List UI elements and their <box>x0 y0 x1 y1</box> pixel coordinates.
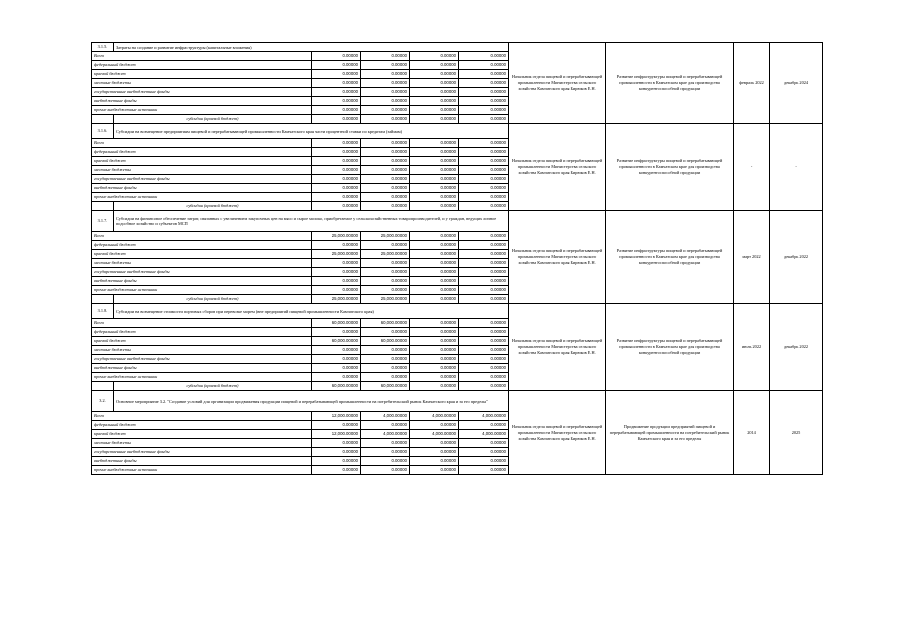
funding-amount: 25,000.00000 <box>361 250 410 259</box>
funding-amount: 0.00000 <box>410 232 459 241</box>
funding-amount: 0.00000 <box>459 202 509 211</box>
funding-source-label: местные бюджеты <box>92 346 312 355</box>
implementation-start: июль 2022 <box>734 304 770 391</box>
expected-result: Развитие инфраструктуры пищевой и перерабатывающей промышленности в Камчатском крае для производства конкурентоспособной продукции <box>606 43 734 124</box>
funding-amount: 0.00000 <box>410 157 459 166</box>
funding-amount: 0.00000 <box>459 166 509 175</box>
section-header-row <box>92 43 823 52</box>
funding-source-label: прочие внебюджетные источники <box>92 373 312 382</box>
funding-source-label: местные бюджеты <box>92 259 312 268</box>
funding-amount: 0.00000 <box>410 364 459 373</box>
funding-amount: 0.00000 <box>459 277 509 286</box>
funding-amount: 0.00000 <box>361 328 410 337</box>
funding-amount: 0.00000 <box>361 88 410 97</box>
funding-amount: 0.00000 <box>312 421 361 430</box>
funding-amount: 4,000.00000 <box>459 430 509 439</box>
funding-amount: 0.00000 <box>459 175 509 184</box>
responsible-executor: Начальник отдела пищевой и перерабатывающей промышленности Министерства сельского хозяйства Камчатского края Бирюков Е.Н. <box>509 211 606 304</box>
funding-amount: 60,000.00000 <box>312 319 361 328</box>
funding-amount: 0.00000 <box>410 355 459 364</box>
responsible-executor: Начальник отдела пищевой и перерабатывающей промышленности Министерства сельского хозяйства Камчатского края Бирюков Е.Н. <box>509 304 606 391</box>
funding-source-label: государственные внебюджетные фонды <box>92 175 312 184</box>
funding-source-label: федеральный бюджет <box>92 148 312 157</box>
funding-amount: 0.00000 <box>459 139 509 148</box>
funding-amount: 4,000.00000 <box>361 430 410 439</box>
funding-amount: 4,000.00000 <box>459 412 509 421</box>
funding-amount: 25,000.00000 <box>361 232 410 241</box>
funding-amount: 0.00000 <box>459 52 509 61</box>
funding-amount: 0.00000 <box>459 97 509 106</box>
funding-amount: 0.00000 <box>312 139 361 148</box>
funding-amount: 0.00000 <box>312 193 361 202</box>
funding-amount: 0.00000 <box>361 364 410 373</box>
funding-amount: 0.00000 <box>312 328 361 337</box>
funding-amount: 12,000.00000 <box>312 430 361 439</box>
funding-amount: 0.00000 <box>459 373 509 382</box>
measure-code: 3.1.6. <box>92 124 114 139</box>
funding-source-label: прочие внебюджетные источники <box>92 193 312 202</box>
funding-amount: 25,000.00000 <box>312 295 361 304</box>
funding-source-label: государственные внебюджетные фонды <box>92 355 312 364</box>
funding-source-label: внебюджетные фонды <box>92 277 312 286</box>
funding-source-label: внебюджетные фонды <box>92 97 312 106</box>
funding-amount: 0.00000 <box>361 346 410 355</box>
funding-amount: 0.00000 <box>361 139 410 148</box>
empty-cell <box>92 295 114 304</box>
funding-amount: 0.00000 <box>361 97 410 106</box>
responsible-executor: Начальник отдела пищевой и перерабатывающей промышленности Министерства сельского хозяйства Камчатского края Бирюков Е.Н. <box>509 391 606 475</box>
funding-source-label: субсидии (краевой бюджет) <box>114 295 312 304</box>
funding-amount: 0.00000 <box>410 166 459 175</box>
funding-amount: 0.00000 <box>312 157 361 166</box>
funding-amount: 0.00000 <box>459 115 509 124</box>
expected-result: Развитие инфраструктуры пищевой и перерабатывающей промышленности в Камчатском крае для производства конкурентоспособной продукции <box>606 211 734 304</box>
funding-source-label: субсидии (краевой бюджет) <box>114 115 312 124</box>
funding-amount: 25,000.00000 <box>312 250 361 259</box>
funding-amount: 0.00000 <box>312 79 361 88</box>
funding-amount: 0.00000 <box>312 355 361 364</box>
funding-source-label: государственные внебюджетные фонды <box>92 268 312 277</box>
funding-amount: 0.00000 <box>410 148 459 157</box>
implementation-end: декабрь 2022 <box>770 304 823 391</box>
funding-amount: 0.00000 <box>361 241 410 250</box>
funding-amount: 0.00000 <box>459 106 509 115</box>
funding-source-label: федеральный бюджет <box>92 61 312 70</box>
funding-amount: 0.00000 <box>312 88 361 97</box>
funding-amount: 0.00000 <box>361 421 410 430</box>
funding-amount: 0.00000 <box>410 337 459 346</box>
funding-amount: 0.00000 <box>410 277 459 286</box>
funding-amount: 0.00000 <box>459 250 509 259</box>
funding-amount: 0.00000 <box>410 79 459 88</box>
funding-amount: 0.00000 <box>361 106 410 115</box>
funding-amount: 0.00000 <box>459 148 509 157</box>
funding-amount: 0.00000 <box>410 52 459 61</box>
measure-code: 3.1.5. <box>92 43 114 52</box>
funding-amount: 0.00000 <box>459 457 509 466</box>
expected-result: Развитие инфраструктуры пищевой и перерабатывающей промышленности в Камчатском крае для производства конкурентоспособной продукции <box>606 124 734 211</box>
implementation-end: 2025 <box>770 391 823 475</box>
funding-amount: 0.00000 <box>361 148 410 157</box>
funding-amount: 0.00000 <box>410 259 459 268</box>
funding-source-label: Всего <box>92 412 312 421</box>
funding-amount: 0.00000 <box>410 448 459 457</box>
funding-amount: 0.00000 <box>361 466 410 475</box>
funding-amount: 0.00000 <box>459 355 509 364</box>
funding-amount: 0.00000 <box>459 61 509 70</box>
responsible-executor: Начальник отдела пищевой и перерабатывающей промышленности Министерства сельского хозяйства Камчатского края Бирюков Е.Н. <box>509 43 606 124</box>
implementation-end: - <box>770 124 823 211</box>
funding-amount: 60,000.00000 <box>312 382 361 391</box>
measure-title: Затраты на создание и развитие инфраструктуры (капитальные вложения) <box>114 43 509 52</box>
funding-amount: 0.00000 <box>459 382 509 391</box>
funding-amount: 0.00000 <box>410 202 459 211</box>
empty-cell <box>92 115 114 124</box>
funding-amount: 0.00000 <box>361 277 410 286</box>
funding-amount: 0.00000 <box>312 184 361 193</box>
funding-amount: 0.00000 <box>312 202 361 211</box>
funding-amount: 0.00000 <box>410 421 459 430</box>
funding-amount: 0.00000 <box>361 259 410 268</box>
funding-amount: 0.00000 <box>459 439 509 448</box>
measure-code: 3.1.7. <box>92 211 114 232</box>
funding-amount: 25,000.00000 <box>312 232 361 241</box>
funding-amount: 0.00000 <box>410 70 459 79</box>
funding-amount: 0.00000 <box>410 457 459 466</box>
implementation-start: февраль 2022 <box>734 43 770 124</box>
measure-title: Субсидии на возмещение предприятиям пищевой и перерабатывающей промышленности Камчатского края части процентной ставки по кредитам (займам) <box>114 124 509 139</box>
funding-source-label: федеральный бюджет <box>92 328 312 337</box>
funding-amount: 0.00000 <box>312 241 361 250</box>
implementation-end: декабрь 2022 <box>770 211 823 304</box>
funding-source-label: внебюджетные фонды <box>92 184 312 193</box>
funding-amount: 0.00000 <box>459 328 509 337</box>
funding-amount: 0.00000 <box>410 346 459 355</box>
funding-source-label: государственные внебюджетные фонды <box>92 88 312 97</box>
funding-amount: 0.00000 <box>361 457 410 466</box>
funding-source-label: Всего <box>92 232 312 241</box>
funding-amount: 0.00000 <box>410 88 459 97</box>
implementation-end: декабрь 2024 <box>770 43 823 124</box>
expected-result: Развитие инфраструктуры пищевой и перерабатывающей промышленности в Камчатском крае для производства конкурентоспособной продукции <box>606 304 734 391</box>
funding-source-label: Всего <box>92 52 312 61</box>
funding-amount: 0.00000 <box>459 268 509 277</box>
funding-amount: 0.00000 <box>459 286 509 295</box>
funding-amount: 0.00000 <box>361 184 410 193</box>
expected-result: Продвижение продукции предприятий пищевой и перерабатывающей промышленности на потребительский рынок Камчатского края и за его пределы <box>606 391 734 475</box>
funding-amount: 0.00000 <box>410 319 459 328</box>
section-header-row <box>92 211 823 232</box>
funding-amount: 0.00000 <box>312 364 361 373</box>
funding-amount: 0.00000 <box>312 175 361 184</box>
funding-amount: 0.00000 <box>410 382 459 391</box>
funding-amount: 0.00000 <box>312 373 361 382</box>
funding-amount: 0.00000 <box>312 106 361 115</box>
funding-amount: 0.00000 <box>312 346 361 355</box>
funding-amount: 0.00000 <box>361 166 410 175</box>
funding-source-label: государственные внебюджетные фонды <box>92 448 312 457</box>
implementation-start: март 2022 <box>734 211 770 304</box>
funding-amount: 0.00000 <box>312 277 361 286</box>
funding-source-label: субсидии (краевой бюджет) <box>114 382 312 391</box>
funding-amount: 25,000.00000 <box>361 295 410 304</box>
funding-amount: 0.00000 <box>459 466 509 475</box>
funding-amount: 0.00000 <box>410 115 459 124</box>
funding-amount: 4,000.00000 <box>410 430 459 439</box>
funding-amount: 0.00000 <box>361 61 410 70</box>
funding-source-label: краевой бюджет <box>92 250 312 259</box>
funding-amount: 0.00000 <box>459 241 509 250</box>
implementation-start: 2014 <box>734 391 770 475</box>
funding-amount: 0.00000 <box>410 106 459 115</box>
funding-amount: 0.00000 <box>312 259 361 268</box>
funding-amount: 0.00000 <box>312 286 361 295</box>
funding-source-label: краевой бюджет <box>92 337 312 346</box>
funding-amount: 0.00000 <box>459 295 509 304</box>
funding-amount: 60,000.00000 <box>361 382 410 391</box>
funding-source-label: краевой бюджет <box>92 70 312 79</box>
funding-source-label: прочие внебюджетные источники <box>92 466 312 475</box>
section-header-row <box>92 124 823 139</box>
measure-code: 3.2. <box>92 391 114 412</box>
funding-amount: 0.00000 <box>459 88 509 97</box>
funding-amount: 0.00000 <box>459 421 509 430</box>
funding-source-label: Всего <box>92 139 312 148</box>
funding-amount: 0.00000 <box>410 268 459 277</box>
funding-source-label: федеральный бюджет <box>92 421 312 430</box>
funding-amount: 0.00000 <box>459 157 509 166</box>
funding-amount: 0.00000 <box>459 319 509 328</box>
funding-amount: 0.00000 <box>361 448 410 457</box>
funding-amount: 0.00000 <box>312 70 361 79</box>
funding-amount: 0.00000 <box>312 166 361 175</box>
funding-amount: 0.00000 <box>410 175 459 184</box>
program-measures-table <box>91 42 823 475</box>
funding-amount: 0.00000 <box>410 97 459 106</box>
section-header-row <box>92 391 823 412</box>
funding-amount: 0.00000 <box>410 193 459 202</box>
funding-amount: 0.00000 <box>361 193 410 202</box>
responsible-executor: Начальник отдела пищевой и перерабатывающей промышленности Министерства сельского хозяйства Камчатского края Бирюков Е.Н. <box>509 124 606 211</box>
funding-amount: 0.00000 <box>410 373 459 382</box>
funding-amount: 60,000.00000 <box>361 319 410 328</box>
funding-amount: 0.00000 <box>312 448 361 457</box>
funding-amount: 0.00000 <box>459 337 509 346</box>
funding-amount: 0.00000 <box>361 355 410 364</box>
section-header-row <box>92 304 823 319</box>
funding-amount: 0.00000 <box>410 61 459 70</box>
funding-amount: 0.00000 <box>459 346 509 355</box>
funding-amount: 0.00000 <box>361 157 410 166</box>
funding-amount: 0.00000 <box>410 439 459 448</box>
funding-amount: 4,000.00000 <box>410 412 459 421</box>
measure-title: Субсидии на возмещение стоимости портовых сборов при перевозке морем (вне предприятий пищевой промышленности Камчатского края) <box>114 304 509 319</box>
funding-amount: 0.00000 <box>410 139 459 148</box>
funding-amount: 0.00000 <box>312 115 361 124</box>
funding-amount: 0.00000 <box>312 268 361 277</box>
funding-amount: 0.00000 <box>361 115 410 124</box>
funding-amount: 0.00000 <box>459 364 509 373</box>
funding-source-label: краевой бюджет <box>92 157 312 166</box>
funding-amount: 0.00000 <box>361 202 410 211</box>
funding-source-label: внебюджетные фонды <box>92 457 312 466</box>
funding-amount: 0.00000 <box>312 61 361 70</box>
funding-source-label: местные бюджеты <box>92 166 312 175</box>
funding-source-label: местные бюджеты <box>92 79 312 88</box>
empty-cell <box>92 202 114 211</box>
funding-amount: 0.00000 <box>410 184 459 193</box>
funding-amount: 0.00000 <box>361 175 410 184</box>
funding-amount: 0.00000 <box>312 466 361 475</box>
funding-amount: 4,000.00000 <box>361 412 410 421</box>
measure-code: 3.1.8. <box>92 304 114 319</box>
funding-amount: 0.00000 <box>312 52 361 61</box>
funding-amount: 0.00000 <box>410 250 459 259</box>
empty-cell <box>92 382 114 391</box>
funding-source-label: краевой бюджет <box>92 430 312 439</box>
funding-amount: 0.00000 <box>312 457 361 466</box>
funding-amount: 0.00000 <box>361 79 410 88</box>
funding-amount: 0.00000 <box>312 439 361 448</box>
funding-amount: 0.00000 <box>410 328 459 337</box>
funding-amount: 0.00000 <box>459 79 509 88</box>
funding-source-label: Всего <box>92 319 312 328</box>
funding-amount: 0.00000 <box>459 184 509 193</box>
funding-amount: 0.00000 <box>410 466 459 475</box>
funding-source-label: федеральный бюджет <box>92 241 312 250</box>
funding-source-label: местные бюджеты <box>92 439 312 448</box>
measure-title: Субсидии на финансовое обеспечение затрат, связанных с увеличением закупочных цен на мясо и сырое молоко, приобретаемое у сельскохозяйственных товаропроизводителей, и у граждан, ведущих личное подсобное хозяйство и субъектов МСП <box>114 211 509 232</box>
funding-amount: 0.00000 <box>361 439 410 448</box>
funding-amount: 0.00000 <box>361 286 410 295</box>
funding-amount: 0.00000 <box>459 259 509 268</box>
funding-source-label: субсидии (краевой бюджет) <box>114 202 312 211</box>
funding-amount: 0.00000 <box>361 70 410 79</box>
funding-amount: 0.00000 <box>312 148 361 157</box>
funding-amount: 0.00000 <box>361 52 410 61</box>
funding-amount: 0.00000 <box>410 295 459 304</box>
funding-amount: 0.00000 <box>410 286 459 295</box>
funding-amount: 60,000.00000 <box>361 337 410 346</box>
funding-amount: 0.00000 <box>459 70 509 79</box>
funding-amount: 0.00000 <box>361 373 410 382</box>
funding-amount: 60,000.00000 <box>312 337 361 346</box>
implementation-start: - <box>734 124 770 211</box>
funding-amount: 0.00000 <box>459 448 509 457</box>
funding-amount: 0.00000 <box>361 268 410 277</box>
funding-amount: 0.00000 <box>459 232 509 241</box>
funding-amount: 0.00000 <box>459 193 509 202</box>
funding-source-label: внебюджетные фонды <box>92 364 312 373</box>
funding-source-label: прочие внебюджетные источники <box>92 286 312 295</box>
measure-title: Основное мероприятие 3.2. "Создание условий для организации продвижения продукции пищевой и перерабатывающей промышленности на потребительский рынок Камчатского края и за его пределы" <box>114 391 509 412</box>
funding-source-label: прочие внебюджетные источники <box>92 106 312 115</box>
funding-amount: 12,000.00000 <box>312 412 361 421</box>
funding-amount: 0.00000 <box>312 97 361 106</box>
funding-amount: 0.00000 <box>410 241 459 250</box>
